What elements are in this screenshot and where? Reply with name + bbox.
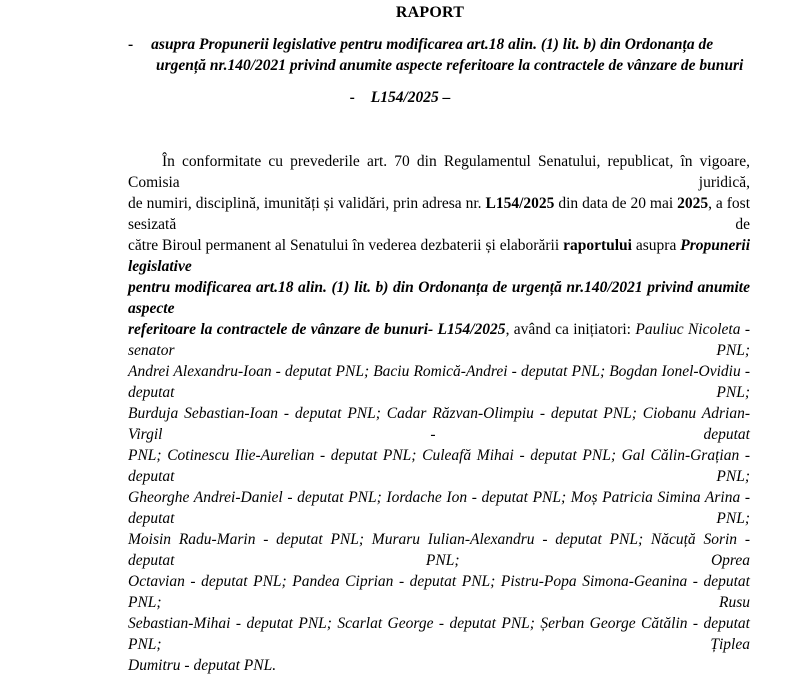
body-line-13: Dumitru - deputat PNL.: [128, 657, 277, 674]
body-line-4: pentru modificarea art.18 alin. (1) lit. b) din Ordonanța de urgență nr.140/2021 privind anumite aspecte: [128, 279, 750, 317]
report-subject: [128, 34, 748, 76]
year: 2025: [677, 195, 709, 212]
body-line-11: Octavian - deputat PNL; Pandea Ciprian - deputat PNL; Pistru-Popa Simona-Geanina - deputat PNL; Rusu: [128, 573, 750, 611]
docnum-value: L154/2025: [370, 89, 439, 106]
body-text: , având ca inițiatori:: [505, 321, 631, 338]
docnum-dash-left: -: [349, 89, 355, 106]
initiator: Pauliuc Nicoleta - senator PNL;: [128, 321, 750, 359]
report-body: [128, 151, 750, 676]
body-line-6: Andrei Alexandru-Ioan - deputat PNL; Baciu Romică-Andrei - deputat PNL; Bogdan Ionel-Ovidiu - deputat PNL;: [128, 363, 750, 401]
proposal-title: referitoare la contractele de vânzare de bunuri- L154/2025: [128, 321, 506, 338]
subject-line-1: asupra Propunerii legislative pentru modificarea art.18 alin. (1) lit. b) din Ordonanța de: [151, 36, 714, 53]
body-text: , a fost sesizată de: [128, 195, 751, 233]
body-line-2: [128, 193, 750, 235]
body-text: din data de 20 mai: [558, 195, 674, 212]
body-text: către Biroul permanent al Senatului în vederea dezbaterii și elaborării: [128, 237, 560, 254]
body-line-8: PNL; Cotinescu Ilie-Aurelian - deputat PNL; Culeafă Mihai - deputat PNL; Gal Călin-Grațian - deputat PNL;: [128, 447, 750, 485]
report-word: raportului: [563, 237, 632, 254]
register-number: L154/2025: [485, 195, 555, 212]
body-line-9: Gheorghe Andrei-Daniel - deputat PNL; Iordache Ion - deputat PNL; Moș Patricia Simina Arina - deputat PNL;: [128, 489, 750, 527]
body-line-7: Burduja Sebastian-Ioan - deputat PNL; Cadar Răzvan-Olimpiu - deputat PNL; Ciobanu Adrian-Virgil - deputat: [128, 405, 750, 443]
docnum-dash-right: –: [442, 89, 451, 106]
report-title: RAPORT: [395, 4, 465, 21]
document-number: [0, 89, 800, 107]
body-line-1: În conformitate cu prevederile art. 70 din Regulamentul Senatului, republicat, în vigoare, Comisia juridică,: [128, 153, 750, 191]
body-line-3: [128, 235, 750, 277]
body-text: asupra: [635, 237, 677, 254]
subject-line-2: urgență nr.140/2021 privind anumite aspecte referitoare la contractele de vânzare de bunuri: [156, 57, 744, 74]
body-line-5: [128, 319, 750, 361]
subject-dash: -: [128, 36, 134, 53]
body-line-12: Sebastian-Mihai - deputat PNL; Scarlat George - deputat PNL; Șerban George Cătălin - deputat PNL; Țiplea: [128, 615, 750, 653]
body-text: de numiri, disciplină, imunități și validări, prin adresa nr.: [128, 195, 482, 212]
proposal-title: Propunerii legislative: [128, 237, 751, 275]
body-line-10: Moisin Radu-Marin - deputat PNL; Muraru Iulian-Alexandru - deputat PNL; Năcuță Sorin - deputat PNL; Oprea: [128, 531, 750, 569]
